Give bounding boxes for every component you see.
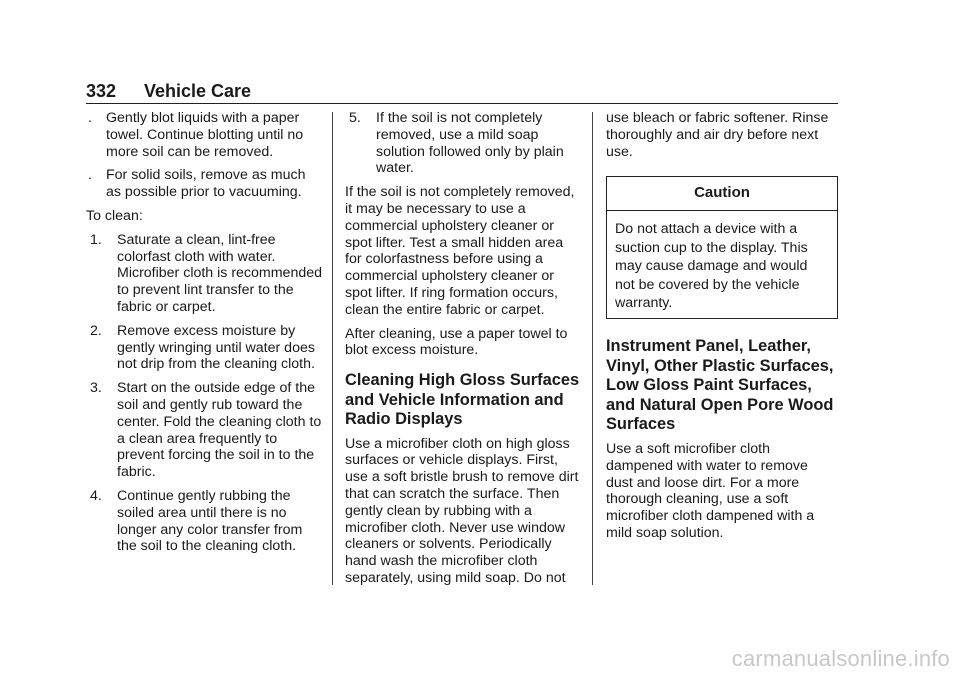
paragraph: Use a soft microfiber cloth dampened with water to remove dust and loose dirt. For a more thorough cleaning, use a soft microfiber cloth dampened with a mild soap solution. <box>606 440 815 541</box>
paragraph: If the soil is not completely removed, it may be necessary to use a commercial upholstery cleaner or spot lifter. Test a small hidden area for colorfastness before using a commercial upholstery cleaner or spot lifter. If ring formation occurs, clean the entire fabric or carpet. <box>345 184 575 318</box>
paragraph: After cleaning, use a paper towel to blot excess moisture. <box>345 325 568 359</box>
column-2 <box>345 110 581 594</box>
step-number: 1. <box>90 231 102 248</box>
step-number: 5. <box>349 110 361 126</box>
step-text: Saturate a clean, lint-free colorfast cloth with water. Microfiber cloth is recommended to prevent lint transfer to the fabric or carpet. <box>117 231 323 315</box>
caution-text: Do not attach a device with a suction cup to the display. This may cause damage and would not be covered by the vehicle warranty. <box>615 221 808 312</box>
section-title: Vehicle Care <box>144 81 252 101</box>
bullet-symbol: . <box>88 110 92 126</box>
paragraph: use bleach or fabric softener. Rinse thoroughly and air dry before next use. <box>606 110 829 160</box>
page-number: 332 <box>86 81 117 101</box>
step-text: If the soil is not completely removed, use a mild soap solution followed only by plain water. <box>376 110 564 177</box>
step-text: Start on the outside edge of the soil and gently rub toward the center. Fold the cleaning cloth to a clean area frequently to prevent forcing the soil in to the fabric. <box>117 380 322 481</box>
column-3 <box>606 110 838 549</box>
step-item <box>86 323 322 373</box>
bullet-text: For solid soils, remove as much as possible prior to vacuuming. <box>106 167 306 201</box>
step-text: Continue gently rubbing the soiled area until there is no longer any color transfer from the soil to the cleaning cloth. <box>117 487 303 555</box>
caution-title: Caution <box>607 177 837 211</box>
column-divider-2 <box>592 112 593 585</box>
step-item <box>86 232 322 316</box>
step-item <box>86 488 322 555</box>
bullet-item <box>86 110 322 160</box>
bullet-text: Gently blot liquids with a paper towel. Continue blotting until no more soil can be removed. <box>106 110 304 160</box>
step-text: Remove excess moisture by gently wringing until water does not drip from the cleaning cloth. <box>117 322 315 373</box>
bullet-symbol: . <box>88 167 92 184</box>
step-item <box>86 380 322 481</box>
bullet-item <box>86 167 322 201</box>
paragraph: Use a microfiber cloth on high gloss surfaces or vehicle displays. First, use a soft bristle brush to remove dirt that can scratch the surface. Then gently clean by rubbing with a microfiber cloth. Never use window cleaners or solvents. Periodically hand wash the microfiber cloth separately, using mild soap. Do not <box>345 435 579 587</box>
to-clean-label: To clean: <box>86 207 143 224</box>
step-number: 4. <box>90 487 102 504</box>
header-rule <box>86 103 838 104</box>
column-1 <box>86 110 322 562</box>
section-heading: Instrument Panel, Leather, Vinyl, Other Plastic Surfaces, Low Gloss Paint Surfaces, and Natural Open Pore Wood Surfaces <box>606 337 834 434</box>
step-number: 2. <box>90 322 102 339</box>
section-heading: Cleaning High Gloss Surfaces and Vehicle Information and Radio Displays <box>345 371 580 429</box>
column-divider-1 <box>332 112 333 585</box>
watermark: carmanualsonline.info <box>731 646 950 671</box>
caution-box <box>606 176 838 319</box>
step-number: 3. <box>90 380 102 397</box>
step-item <box>345 110 581 177</box>
page-header <box>86 80 838 102</box>
